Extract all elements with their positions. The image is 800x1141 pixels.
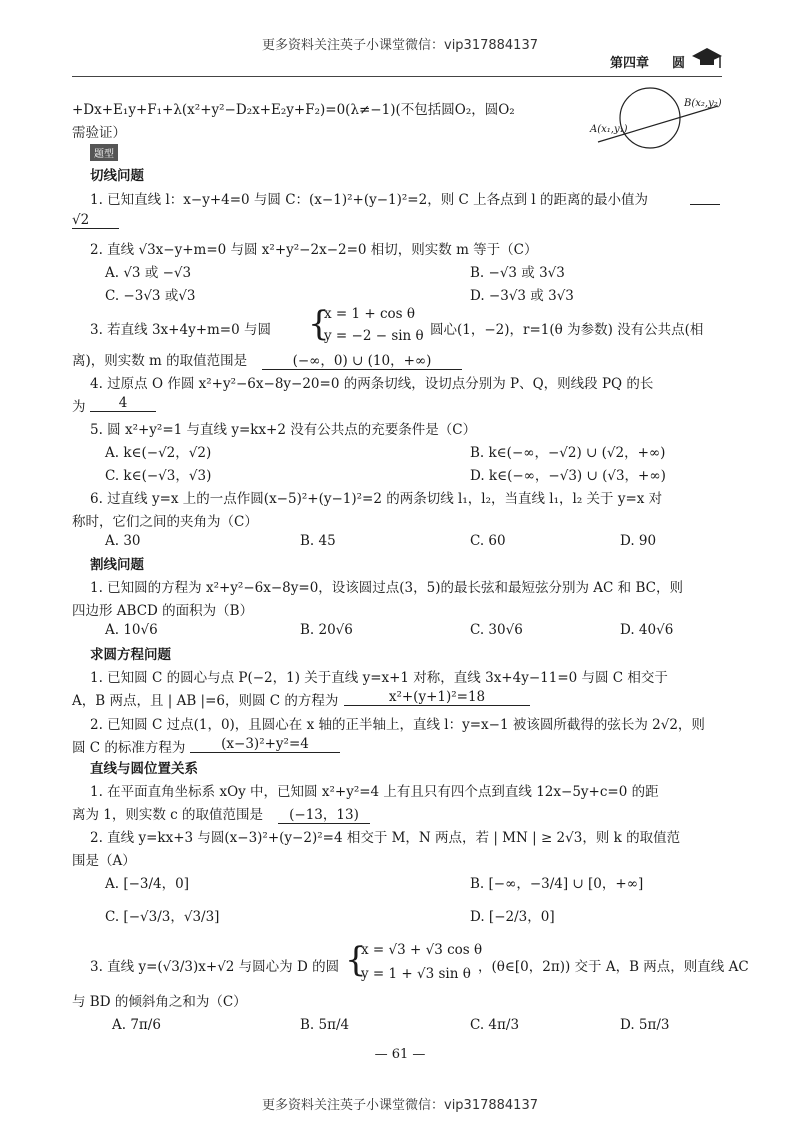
position-q3-opt-b: B. 5π/4 [300, 1017, 350, 1033]
chord-q1-opt-d: D. 40√6 [620, 622, 674, 638]
equation-q2-line2: 圆 C 的标准方程为 [72, 740, 186, 756]
tangent-q4-pre: 为 [72, 399, 86, 415]
page-number: — 61 — [374, 1047, 426, 1062]
position-q3: 3. 直线 y=(√3/3)x+√2 与圆心为 D 的圆 [90, 959, 340, 975]
section-equation: 求圆方程问题 [90, 647, 171, 663]
tangent-q6-opt-b: B. 45 [300, 533, 336, 549]
chapter-title: 圆 [672, 56, 686, 71]
tangent-q3-brace: { [308, 304, 330, 344]
footer-watermark: 更多资料关注英子小课堂微信：vip317884137 [262, 1098, 538, 1113]
position-q3-post: ，(θ∈[0，2π)) 交于 A，B 两点，则直线 AC [478, 959, 749, 975]
graduation-cap-icon [690, 44, 724, 72]
position-q1-answer: (−13，13) [278, 803, 370, 824]
position-q3-opt-c: C. 4π/3 [470, 1017, 520, 1033]
chapter-label: 第四章 [610, 56, 650, 71]
tangent-q3-answer: (−∞，0) ∪ (10，+∞) [262, 349, 462, 370]
tangent-q5-opt-a: A. k∈(−√2，√2) [105, 445, 212, 461]
intro-line-2: 需验证） [72, 125, 126, 141]
tangent-q5-opt-b: B. k∈(−∞，−√2) ∪ (√2，+∞) [470, 445, 666, 461]
equation-q2: 2. 已知圆 C 过点(1，0)，且圆心在 x 轴的正半轴上，直线 l：y=x−1 被该圆所截得的弦长为 2√2，则 [90, 717, 705, 733]
position-q2: 2. 直线 y=kx+3 与圆(x−3)²+(y−2)²=4 相交于 M，N 两点，若 | MN | ≥ 2√3，则 k 的取值范 [90, 830, 681, 846]
chord-q1-opt-a: A. 10√6 [105, 622, 158, 638]
tangent-q2-opt-d: D. −3√3 或 3√3 [470, 288, 574, 304]
position-q2-line2: 围是（A） [72, 853, 136, 869]
position-q2-opt-a: A. [−3/4，0] [105, 876, 189, 892]
position-q3-line2: 与 BD 的倾斜角之和为（C） [72, 994, 247, 1010]
section-badge: 题型 [90, 144, 118, 161]
position-q2-opt-c: C. [−√3/3，√3/3] [105, 909, 220, 925]
chord-q1-line2: 四边形 ABCD 的面积为（B） [72, 603, 254, 619]
equation-q2-answer: (x−3)²+y²=4 [190, 736, 340, 753]
tangent-q6: 6. 过直线 y=x 上的一点作圆(x−5)²+(y−1)²=2 的两条切线 l₁，l₂，当直线 l₁，l₂ 关于 y=x 对 [90, 491, 663, 507]
chord-q1-opt-b: B. 20√6 [300, 622, 353, 638]
position-q3-brace: { [345, 940, 367, 980]
tangent-q2: 2. 直线 √3x−y+m=0 与圆 x²+y²−2x−2=0 相切，则实数 m 等于（C） [90, 242, 538, 258]
position-q1: 1. 在平面直角坐标系 xOy 中，已知圆 x²+y²=4 上有且只有四个点到直线 12x−5y+c=0 的距 [90, 784, 659, 800]
tangent-q1-blank [690, 204, 720, 205]
section-chord: 割线问题 [90, 557, 144, 573]
intro-line-1: +Dx+E₁y+F₁+λ(x²+y²−D₂x+E₂y+F₂)=0(λ≠−1)(不包括圆O₂，圆O₂ [72, 102, 515, 118]
equation-q1-line2: A，B 两点，且 | AB |=6，则圆 C 的方程为 [72, 693, 339, 709]
header-watermark: 更多资料关注英子小课堂微信：vip317884137 [262, 38, 538, 53]
header-rule [72, 76, 722, 77]
tangent-q2-opt-b: B. −√3 或 3√3 [470, 265, 565, 281]
circle-secant-figure [590, 86, 730, 156]
tangent-q3-sys2: y = −2 − sin θ [324, 328, 424, 344]
tangent-q6-opt-c: C. 60 [470, 533, 506, 549]
equation-q1: 1. 已知圆 C 的圆心与点 P(−2，1) 关于直线 y=x+1 对称，直线 3x+4y−11=0 与圆 C 相交于 [90, 670, 668, 686]
tangent-q3-sys1: x = 1 + cos θ [324, 306, 416, 322]
position-q1-line2: 离为 1，则实数 c 的取值范围是 [72, 807, 264, 823]
position-q3-sys1: x = √3 + √3 cos θ [361, 942, 483, 958]
tangent-q3-line2: 离)，则实数 m 的取值范围是 [72, 353, 248, 369]
tangent-q1-answer: √2 [72, 212, 119, 229]
tangent-q4: 4. 过原点 O 作圆 x²+y²−6x−8y−20=0 的两条切线，设切点分别为 P、Q，则线段 PQ 的长 [90, 376, 654, 392]
tangent-q3: 3. 若直线 3x+4y+m=0 与圆 [90, 322, 271, 338]
tangent-q3-post: 圆心(1，−2)，r=1(θ 为参数) 没有公共点(相 [430, 322, 704, 338]
tangent-q6-opt-a: A. 30 [105, 533, 141, 549]
tangent-q6-line2: 称时，它们之间的夹角为（C） [72, 514, 258, 530]
equation-q1-answer: x²+(y+1)²=18 [344, 689, 530, 706]
figure-label-a: A(x₁,y₁) [590, 124, 628, 135]
tangent-q2-opt-c: C. −3√3 或√3 [105, 288, 196, 304]
tangent-q2-opt-a: A. √3 或 −√3 [105, 265, 192, 281]
position-q2-opt-d: D. [−2/3，0] [470, 909, 555, 925]
tangent-q1: 1. 已知直线 l：x−y+4=0 与圆 C：(x−1)²+(y−1)²=2，则 C 上各点到 l 的距离的最小值为 [90, 192, 649, 208]
position-q3-opt-a: A. 7π/6 [112, 1017, 161, 1033]
position-q3-sys2: y = 1 + √3 sin θ [361, 966, 471, 982]
tangent-q5-opt-d: D. k∈(−∞，−√3) ∪ (√3，+∞) [470, 468, 666, 484]
chord-q1-opt-c: C. 30√6 [470, 622, 523, 638]
section-tangent: 切线问题 [90, 168, 144, 184]
tangent-q5: 5. 圆 x²+y²=1 与直线 y=kx+2 没有公共点的充要条件是（C） [90, 422, 477, 438]
tangent-q5-opt-c: C. k∈(−√3，√3) [105, 468, 212, 484]
position-q3-opt-d: D. 5π/3 [620, 1017, 670, 1033]
tangent-q6-opt-d: D. 90 [620, 533, 657, 549]
chord-q1: 1. 已知圆的方程为 x²+y²−6x−8y=0，设该圆过点(3，5)的最长弦和最短弦分别为 AC 和 BC，则 [90, 580, 683, 596]
figure-label-b: B(x₂,y₂) [684, 98, 722, 109]
section-position: 直线与圆位置关系 [90, 761, 198, 777]
position-q2-opt-b: B. [−∞，−3/4] ∪ [0，+∞] [470, 876, 644, 892]
tangent-q4-answer: 4 [90, 395, 156, 412]
